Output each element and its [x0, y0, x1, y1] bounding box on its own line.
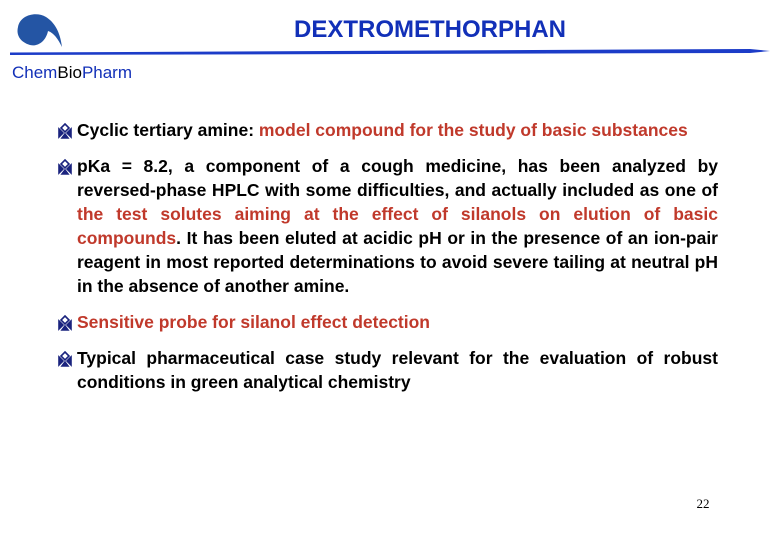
bullet-text-segment: the test solutes aiming at the effect of silanols on elution of basic compounds — [77, 204, 718, 248]
header-rule — [10, 49, 770, 55]
bullet-item — [56, 118, 718, 142]
diamond-bullet-icon — [56, 118, 74, 142]
bullet-list — [56, 118, 718, 406]
bullet-text-segment: pKa = 8.2, a component of a cough medicine, has been analyzed by reversed-phase HPLC with some difficulties, and actually included as one of — [77, 156, 718, 200]
brand-bio: Bio — [57, 63, 82, 82]
bullet-text-segment: . It has been eluted at acidic pH or in the presence of an ion-pair reagent in most reported determinations to avoid severe tailing at neutral pH in the absence of another amine. — [77, 228, 718, 296]
diamond-bullet-icon — [56, 346, 74, 370]
bullet-text-segment: Sensitive probe for silanol effect detection — [77, 312, 430, 332]
bullet-text-segment: Typical pharmaceutical case study relevant for the evaluation of robust conditions in green analytical chemistry — [77, 348, 718, 392]
page-number: 22 — [696, 496, 710, 511]
diamond-bullet-icon — [56, 310, 74, 334]
diamond-bullet-icon — [56, 154, 74, 178]
swirl-logo-icon — [14, 9, 64, 49]
bullet-item — [56, 310, 718, 334]
bullet-item — [56, 346, 718, 394]
bullet-text-segment: model compound for the study of basic substances — [258, 120, 688, 140]
bullet-item — [56, 154, 718, 298]
page-title: DEXTROMETHORPHAN — [293, 16, 566, 43]
brand-wordmark — [12, 63, 132, 83]
bullet-text-segment: Cyclic tertiary amine: — [77, 120, 259, 140]
brand-pharm: Pharm — [81, 63, 133, 82]
brand-chem: Chem — [12, 63, 58, 82]
